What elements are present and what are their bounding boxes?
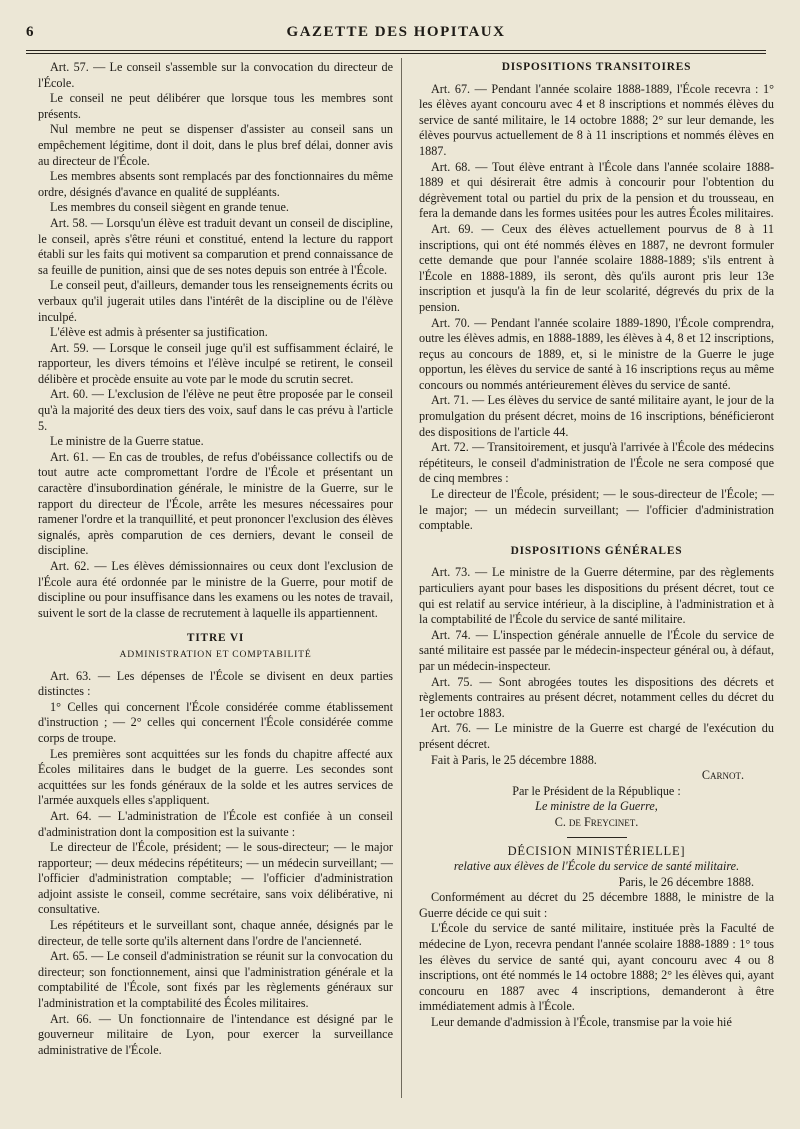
article-68: Art. 68. — Tout élève entrant à l'École dans l'année scolaire 1888-1889 et qui désirerait être admis à concourir pour l'obtention du dégrèvement total ou partiel du prix de la pension et du trousseau, en fera la demande dans les formes usitées pour les autres Écoles militaires.: [419, 159, 774, 221]
article-63: Art. 63. — Les dépenses de l'École se divisent en deux parties distinctes :: [38, 668, 393, 699]
article-59: Art. 59. — Lorsque le conseil juge qu'il est suffisamment éclairé, le rapporteur, les divers témoins et l'élève inculpé se retirent, le conseil délibère et procède ensuite au vote par le mode du scrutin secret.: [38, 340, 393, 386]
signature-line: Le ministre de la Guerre,: [535, 799, 658, 814]
paragraph: L'élève est admis à présenter sa justification.: [50, 325, 268, 340]
section-subtitle: ADMINISTRATION ET COMPTABILITÉ: [119, 648, 312, 660]
paragraph: Les membres du conseil siègent en grande tenue.: [50, 200, 289, 215]
article-69: Art. 69. — Ceux des élèves actuellement pourvus de 8 à 11 inscriptions, qui ont été nommés élèves en 1887, ne devront formuler cette demande que pour l'année scolaire 1888-1889; s'ils entrent à l'École en 1888-1889, ils seront, dès qu'ils auront pris leur 13e inscription et jusqu'à la fin de leur scolarité, dégrevés du prix de la pension.: [419, 221, 774, 314]
left-column: [38, 60, 393, 1058]
paragraph: Leur demande d'admission à l'École, transmise par la voie hié: [431, 1015, 732, 1030]
column-separator: [401, 58, 402, 1098]
section-heading-transitoires: DISPOSITIONS TRANSITOIRES: [501, 61, 692, 73]
right-column: [419, 60, 774, 1031]
article-62: Art. 62. — Les élèves démissionnaires ou ceux dont l'exclusion de l'École aura été ordonnée par le ministre de la Guerre, pour motif de discipline ou pour insuffisance dans les examens ou les notes de travail, suivent le sort de la classe de recrutement à laquelle ils appartiennent.: [38, 559, 393, 620]
page-number: 6: [26, 24, 34, 40]
paragraph: Le directeur de l'École, président; — le sous-directeur; — le major rapporteur; — deux médecins répétiteurs; — un médecin surveillant; — l'officier d'administration comptable; — l'officier d'administration adjoint assiste le conseil, comme secrétaire, sans voix délibérative, ni consultative.: [38, 840, 393, 917]
article-70: Art. 70. — Pendant l'année scolaire 1889-1890, l'École comprendra, outre les élèves admis, en 1888-1889, les élèves à 4, 8 et 12 inscriptions, reçus au concours de 1889, et, si le ministre de la Guerre le juge opportun, les élèves du service de santé à 16 inscriptions reçus au même concours ou nommés antérieurement élèves du service de santé.: [419, 315, 774, 392]
article-76: Art. 76. — Le ministre de la Guerre est chargé de l'exécution du présent décret.: [419, 721, 774, 751]
section-title: TITRE VI: [186, 632, 245, 645]
decision-title: DÉCISION MINISTÉRIELLE]: [507, 843, 686, 858]
signature-place-date: Fait à Paris, le 25 décembre 1888.: [431, 752, 597, 767]
article-57: Art. 57. — Le conseil s'assemble sur la convocation du directeur de l'École.: [38, 60, 393, 90]
paragraph: Le conseil ne peut délibérer que lorsque tous les membres sont présents.: [38, 91, 393, 121]
paragraph: Le directeur de l'École, président; — le sous-directeur de l'École; — le major; — un médecin surveillant; — l'officier d'administration comptable.: [419, 487, 774, 533]
article-60: Art. 60. — L'exclusion de l'élève ne peut être proposée par le conseil qu'à la majorité des deux tiers des voix, sauf dans le cas prévu à l'article 5.: [38, 387, 393, 433]
article-74: Art. 74. — L'inspection générale annuelle de l'École du service de santé militaire est passée par le médecin-inspecteur général ou, à défaut, par un médecin-inspecteur.: [419, 627, 774, 673]
header-rule-thin: [26, 53, 766, 54]
paragraph: L'École du service de santé militaire, instituée près la Faculté de médecine de Lyon, recevra pendant l'année scolaire 1888-1889 : 1° tous les élèves du service de santé qui, ayant concouru avec 4 ou 8 inscriptions, ont été nommés le 14 octobre 1888; 2° les élèves qui, ayant concouru en 1887 avec 4 inscriptions, demanderont à être immédiatement admis à l'École.: [419, 921, 774, 1014]
decision-subtitle: relative aux élèves de l'École du service de santé militaire.: [453, 859, 740, 874]
signatory-carnot: Carnot.: [701, 768, 744, 783]
signature-line: Par le Président de la République :: [512, 783, 681, 798]
journal-title: GAZETTE DES HOPITAUX: [286, 24, 506, 40]
article-66: Art. 66. — Un fonctionnaire de l'intendance est désigné par le gouverneur militaire de Lyon, pour exercer la surveillance administrative de l'École.: [38, 1011, 393, 1057]
article-73: Art. 73. — Le ministre de la Guerre détermine, par des règlements particuliers ayant pour bases les dispositions du présent décret, tout ce qui est relatif au service intérieur, à la discipline, à l'administration et à la comptabilité de l'École du service de santé militaire.: [419, 565, 774, 627]
paragraph: Conformément au décret du 25 décembre 1888, le ministre de la Guerre décide ce qui suit :: [419, 890, 774, 920]
paragraph: Les répétiteurs et le surveillant sont, chaque année, désignés par le directeur, de telle sorte qu'ils alternent dans l'ordre de l'ancienneté.: [38, 918, 393, 948]
decision-date: Paris, le 26 décembre 1888.: [618, 874, 754, 889]
paragraph: Le ministre de la Guerre statue.: [50, 434, 204, 449]
header-rule: [26, 50, 766, 51]
paragraph: Les membres absents sont remplacés par des fonctionnaires du même ordre, désignés d'avance en qualité de suppléants.: [38, 169, 393, 199]
section-heading-generales: DISPOSITIONS GÉNÉRALES: [510, 544, 683, 557]
article-72: Art. 72. — Transitoirement, et jusqu'à l'arrivée à l'École des médecins répétiteurs, le conseil d'administration de l'École ne sera composé que de cinq membres :: [419, 440, 774, 486]
paragraph: Le conseil peut, d'ailleurs, demander tous les renseignements écrits ou verbaux qu'il jugerait utiles dans l'intérêt de la discipline ou de l'élève inculpé.: [38, 278, 393, 324]
separator-rule: [567, 837, 627, 838]
article-67: Art. 67. — Pendant l'année scolaire 1888-1889, l'École recevra : 1° les élèves ayant concouru avec 4 et 8 inscriptions et nommés élèves du service de santé militaire, le 14 octobre 1888; 2° sur leur demande, les élèves pourvus actuellement de 8 à 11 inscriptions et nommés élèves en 1887.: [419, 81, 774, 158]
article-65: Art. 65. — Le conseil d'administration se réunit sur la convocation du directeur; son fonctionnement, ainsi que l'administration générale et la comptabilité de l'École, sont fixés par les règlements généraux sur l'administration et la comptabilité des Écoles militaires.: [38, 949, 393, 1011]
page-header: [26, 22, 766, 46]
paragraph: 1° Celles qui concernent l'École considérée comme établissement d'instruction ; — 2° celles qui concernent l'École considérée comme corps de troupe.: [38, 699, 393, 745]
article-64: Art. 64. — L'administration de l'École est confiée à un conseil d'administration dont la composition est la suivante :: [38, 808, 393, 839]
article-61: Art. 61. — En cas de troubles, de refus d'obéissance collectifs ou de tout autre acte compromettant l'ordre de l'École et présentant un caractère d'insubordination générale, le ministre de la Guerre, sur le rapport du directeur de l'École, arrête les mesures nécessaires pour ramener l'ordre et la tranquillité, et peut prononcer l'exclusion des élèves signalés, après comparution de ces derniers, devant le conseil de discipline.: [38, 449, 393, 558]
paragraph: Les premières sont acquittées sur les fonds du chapitre affecté aux Écoles militaires dans le budget de la guerre. Les secondes sont acquittées sur les fonds généraux de la solde et les autres services de l'armée auxquels elles s'appliquent.: [38, 746, 393, 808]
paragraph: Nul membre ne peut se dispenser d'assister au conseil sans un empêchement légitime, dont il doit, dans le plus bref délai, donner avis au directeur de l'École.: [38, 122, 393, 168]
signatory-freycinet: C. de Freycinet.: [554, 814, 639, 829]
article-71: Art. 71. — Les élèves du service de santé militaire ayant, le jour de la promulgation du présent décret, moins de 16 inscriptions, bénéficieront des dispositions de l'article 44.: [419, 393, 774, 439]
article-75: Art. 75. — Sont abrogées toutes les dispositions des décrets et règlements contraires au présent décret, notamment celles du décret du 1er octobre 1883.: [419, 674, 774, 720]
article-58: Art. 58. — Lorsqu'un élève est traduit devant un conseil de discipline, le conseil, après s'être réuni et constitué, entend la lecture du rapport établi sur les faits qui motivent sa comparution et prend connaissance de sa feuille de punition, ainsi que de ses notes depuis son entrée à l'École.: [38, 215, 393, 277]
